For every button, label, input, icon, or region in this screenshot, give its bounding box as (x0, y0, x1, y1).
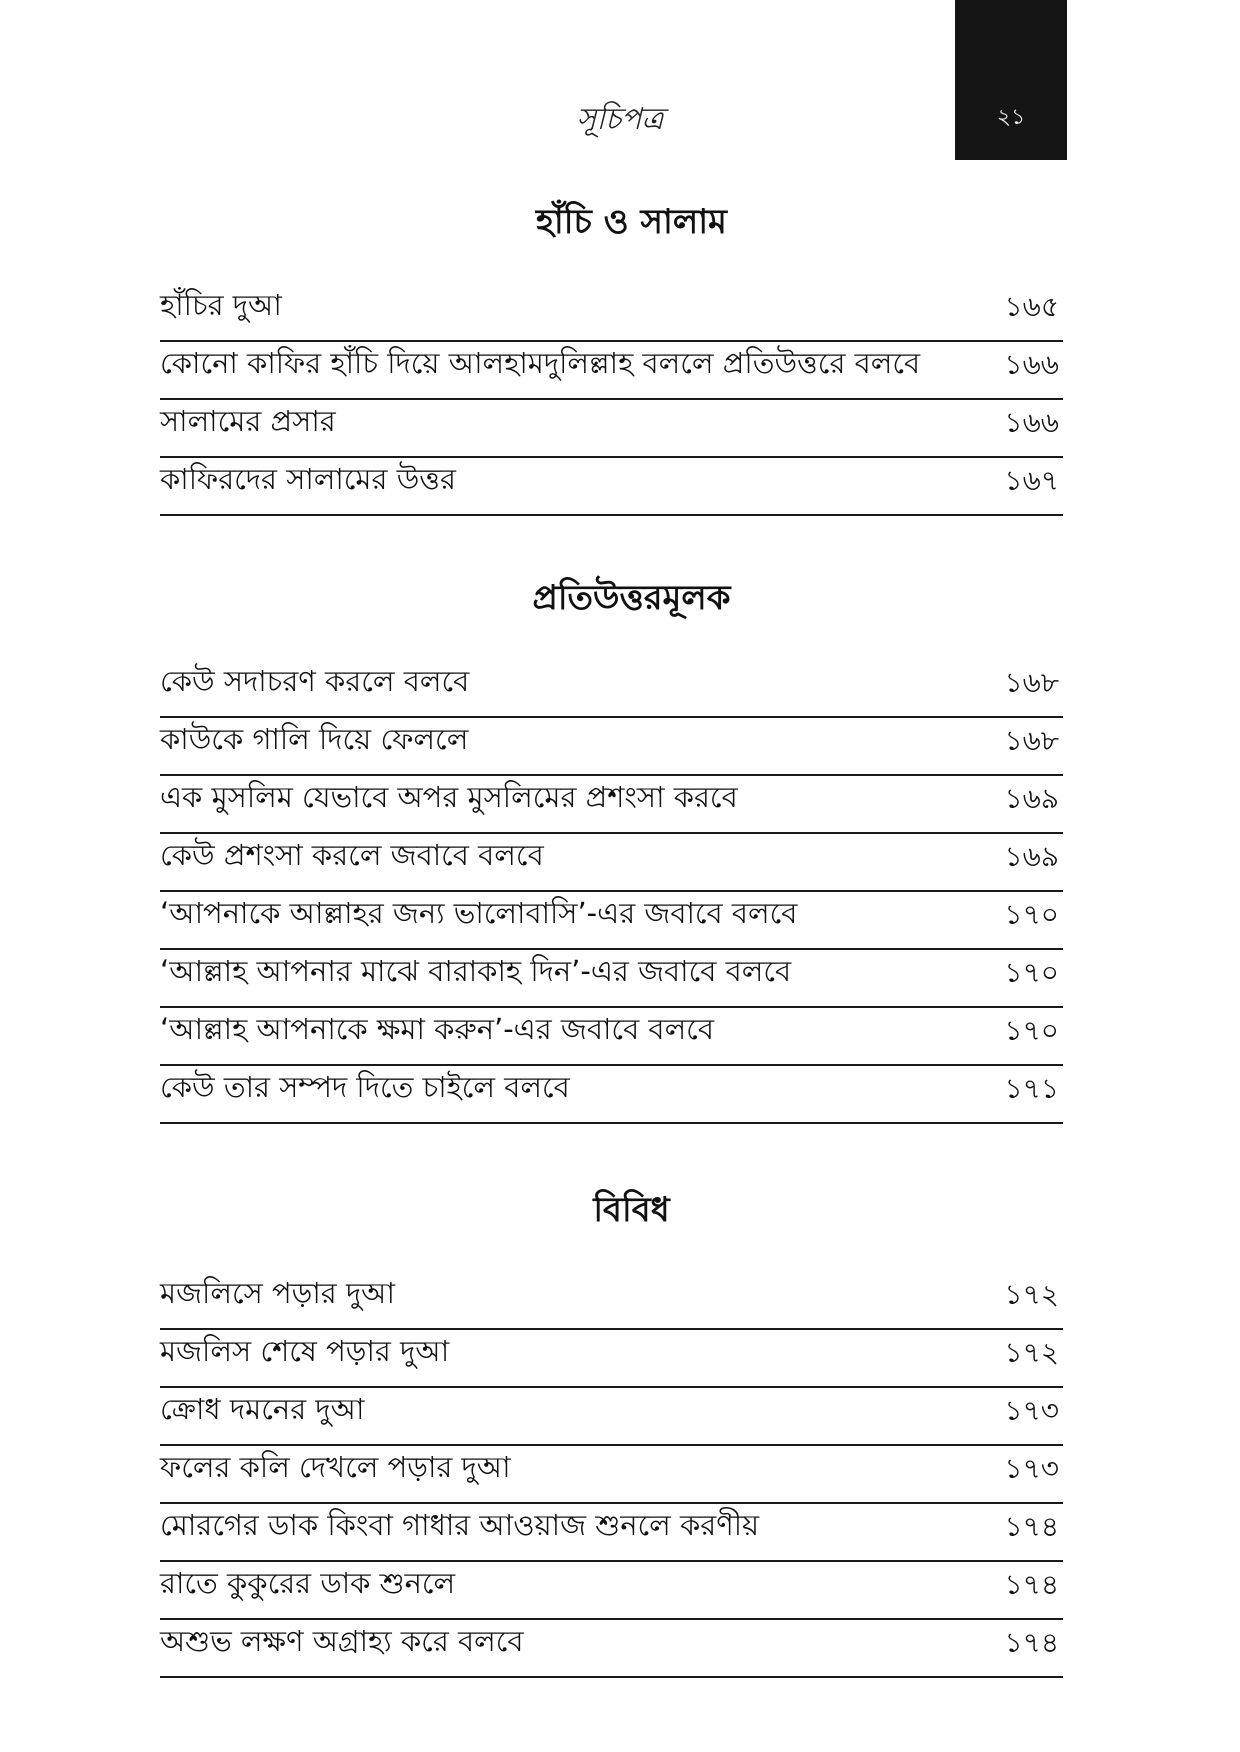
toc-entry[interactable] (160, 1330, 1063, 1388)
toc-entry-page: ১৬৬ (1004, 406, 1059, 439)
page-number-tab (955, 0, 1067, 160)
toc-entry-title: ‘আল্লাহ আপনার মাঝে বারাকাহ দিন’-এর জবাবে বলবে (160, 954, 792, 988)
toc-entry-page: ১৬৫ (1004, 290, 1059, 323)
toc-entry-title: অশুভ লক্ষণ অগ্রাহ্য করে বলবে (160, 1624, 524, 1658)
toc-entry[interactable] (160, 400, 1063, 458)
toc-entry-page: ১৭৪ (1004, 1626, 1059, 1659)
toc-entry-page: ১৬৯ (1004, 840, 1059, 873)
toc-entry[interactable] (160, 458, 1063, 516)
toc-entry-page: ১৭১ (1004, 1072, 1059, 1105)
toc-entry[interactable] (160, 1008, 1063, 1066)
toc-entry[interactable] (160, 1562, 1063, 1620)
toc-entry-page: ১৭০ (1004, 898, 1059, 931)
toc-entry-title: হাঁচির দুআ (160, 288, 282, 322)
toc-entry[interactable] (160, 1504, 1063, 1562)
toc-entry[interactable] (160, 660, 1063, 718)
toc-entry-page: ১৭৩ (1004, 1452, 1059, 1485)
toc-entry-page: ১৬৮ (1004, 724, 1059, 757)
toc-entry-page: ১৭২ (1004, 1278, 1059, 1311)
toc-entry-title: কাফিরদের সালামের উত্তর (160, 462, 456, 496)
toc-entry-title: কাউকে গালি দিয়ে ফেললে (160, 722, 469, 756)
section-heading: প্রতিউত্তরমূলক (532, 578, 731, 618)
toc-entry[interactable] (160, 1446, 1063, 1504)
toc-entry[interactable] (160, 342, 1063, 400)
toc-entry-page: ১৬৯ (1004, 782, 1059, 815)
section-heading: বিবিধ (593, 1190, 670, 1230)
section-heading: হাঁচি ও সালাম (536, 202, 727, 242)
toc-section-sneezing-salam (160, 192, 1063, 516)
toc-entry-title: ফলের কলি দেখলে পড়ার দুআ (160, 1450, 511, 1484)
toc-entry[interactable] (160, 892, 1063, 950)
toc-entry[interactable] (160, 776, 1063, 834)
toc-entry-title: এক মুসলিম যেভাবে অপর মুসলিমের প্রশংসা করবে (160, 780, 738, 814)
toc-entry-title: মজলিস শেষে পড়ার দুআ (160, 1334, 450, 1368)
toc-entry[interactable] (160, 1620, 1063, 1678)
toc-entry[interactable] (160, 1066, 1063, 1124)
toc-entry-title: কেউ সদাচরণ করলে বলবে (160, 664, 470, 698)
toc-entry-page: ১৭৪ (1004, 1568, 1059, 1601)
toc-section-responses (160, 568, 1063, 1124)
toc-entry-page: ১৭০ (1004, 1014, 1059, 1047)
toc-entry-page: ১৬৮ (1004, 666, 1059, 699)
toc-entry-title: কোনো কাফির হাঁচি দিয়ে আলহামদুলিল্লাহ বললে প্রতিউত্তরে বলবে (160, 346, 921, 380)
toc-list (160, 284, 1063, 516)
toc-entry-page: ১৭০ (1004, 956, 1059, 989)
toc-list (160, 660, 1063, 1124)
toc-entry-title: ‘আপনাকে আল্লাহর জন্য ভালোবাসি’-এর জবাবে বলবে (160, 896, 798, 930)
toc-entry-page: ১৭৩ (1004, 1394, 1059, 1427)
toc-entry-title: মোরগের ডাক কিংবা গাধার আওয়াজ শুনলে করণীয় (160, 1508, 760, 1542)
toc-entry[interactable] (160, 834, 1063, 892)
toc-entry-page: ১৬৬ (1004, 348, 1059, 381)
toc-entry-title: মজলিসে পড়ার দুআ (160, 1276, 396, 1310)
toc-entry-title: সালামের প্রসার (160, 404, 336, 438)
toc-entry-title: কেউ তার সম্পদ দিতে চাইলে বলবে (160, 1070, 570, 1104)
toc-entry[interactable] (160, 284, 1063, 342)
toc-entry[interactable] (160, 1272, 1063, 1330)
toc-entry-title: কেউ প্রশংসা করলে জবাবে বলবে (160, 838, 544, 872)
toc-entry-page: ১৭২ (1004, 1336, 1059, 1369)
toc-entry-page: ১৬৭ (1004, 464, 1059, 497)
toc-list (160, 1272, 1063, 1678)
running-title: সূচিপত্র (576, 102, 664, 137)
toc-entry-title: ‘আল্লাহ আপনাকে ক্ষমা করুন’-এর জবাবে বলবে (160, 1012, 714, 1046)
toc-entry[interactable] (160, 950, 1063, 1008)
toc-entry-title: ক্রোধ দমনের দুআ (160, 1392, 365, 1426)
toc-entry-title: রাতে কুকুরের ডাক শুনলে (160, 1566, 456, 1600)
toc-entry-page: ১৭৪ (1004, 1510, 1059, 1543)
toc-section-miscellaneous (160, 1180, 1063, 1678)
toc-entry[interactable] (160, 1388, 1063, 1446)
page-number: ২১ (996, 105, 1026, 130)
toc-entry[interactable] (160, 718, 1063, 776)
